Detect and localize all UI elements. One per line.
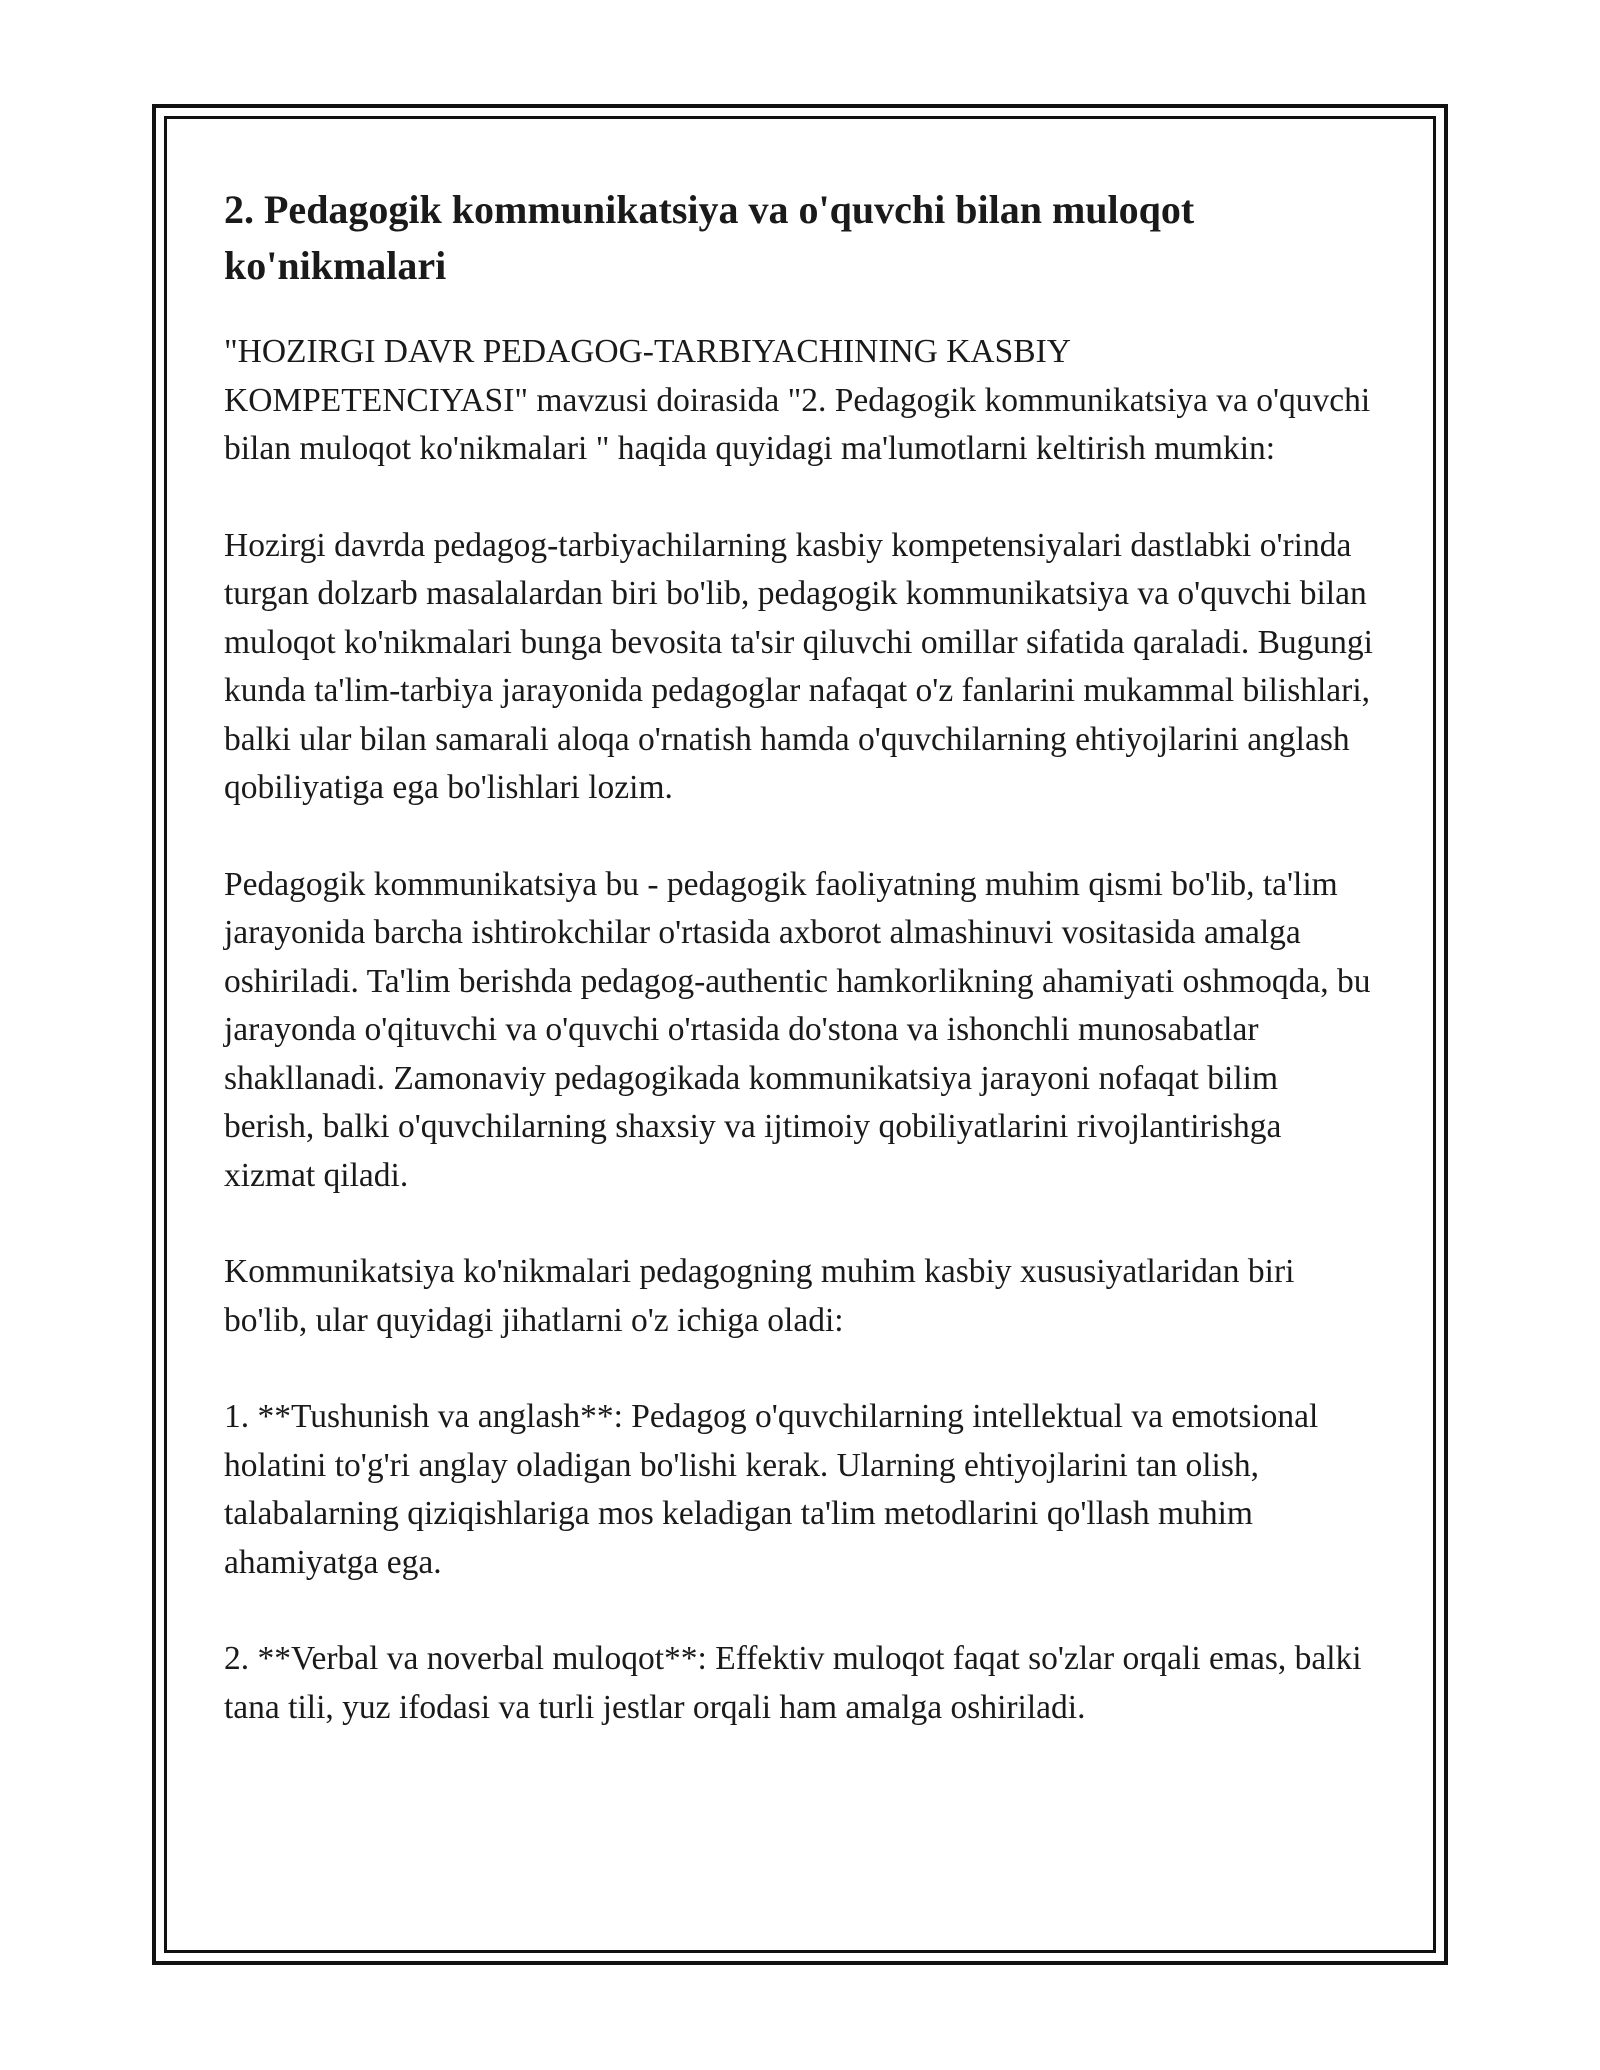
list-item-understanding: 1. **Tushunish va anglash**: Pedagog o'quvchilarning intellektual va emotsional holatini to'g'ri anglay oladigan bo'lishi kerak. Ularning ehtiyojlarini tan olish, talabalarning qiziqishlariga mos keladigan ta'lim metodlarini qo'llash muhim ahamiyatga ega. bbox=[224, 1398, 1319, 1581]
document-body bbox=[224, 182, 1374, 1780]
section-heading: 2. Pedagogik kommunikatsiya va o'quvchi bilan muloqot ko'nikmalari bbox=[224, 187, 1195, 288]
paragraph-skills-intro: Kommunikatsiya ko'nikmalari pedagogning muhim kasbiy xususiyatlaridan biri bo'lib, ular quyidagi jihatlarni o'z ichiga oladi: bbox=[224, 1253, 1295, 1339]
list-item-verbal-nonverbal: 2. **Verbal va noverbal muloqot**: Effektiv muloqot faqat so'zlar orqali emas, balki tana tili, yuz ifodasi va turli jestlar orqali ham amalga oshiriladi. bbox=[224, 1640, 1362, 1726]
intro-paragraph: "HOZIRGI DAVR PEDAGOG-TARBIYACHINING KASBIY KOMPETENCIYASI" mavzusi doirasida "2. Pedagogik kommunikatsiya va o'quvchi bilan muloqot ko'nikmalari " haqida quyidagi ma'lumotlarni keltirish mumkin: bbox=[224, 333, 1371, 467]
paragraph-communication-definition: Pedagogik kommunikatsiya bu - pedagogik faoliyatning muhim qismi bo'lib, ta'lim jarayonida barcha ishtirokchilar o'rtasida axborot almashinuvi vositasida amalga oshiriladi. Ta'lim berishda pedagog-authentic hamkorlikning ahamiyati oshmoqda, bu jarayonda o'qituvchi va o'quvchi o'rtasida do'stona va ishonchli munosabatlar shakllanadi. Zamonaviy pedagogikada kommunikatsiya jarayoni nofaqat bilim berish, balki o'quvchilarning shaxsiy va ijtimoiy qobiliyatlarini rivojlantirishga xizmat qiladi. bbox=[224, 865, 1371, 1194]
paragraph-competencies: Hozirgi davrda pedagog-tarbiyachilarning kasbiy kompetensiyalari dastlabki o'rinda turgan dolzarb masalalardan biri bo'lib, pedagogik kommunikatsiya va o'quvchi bilan muloqot ko'nikmalari bunga bevosita ta'sir qiluvchi omillar sifatida qaraladi. Bugungi kunda ta'lim-tarbiya jarayonida pedagoglar nafaqat o'z fanlarini mukammal bilishlari, balki ular bilan samarali aloqa o'rnatish hamda o'quvchilarning ehtiyojlarini anglash qobiliyatiga ega bo'lishlari lozim. bbox=[224, 526, 1373, 806]
